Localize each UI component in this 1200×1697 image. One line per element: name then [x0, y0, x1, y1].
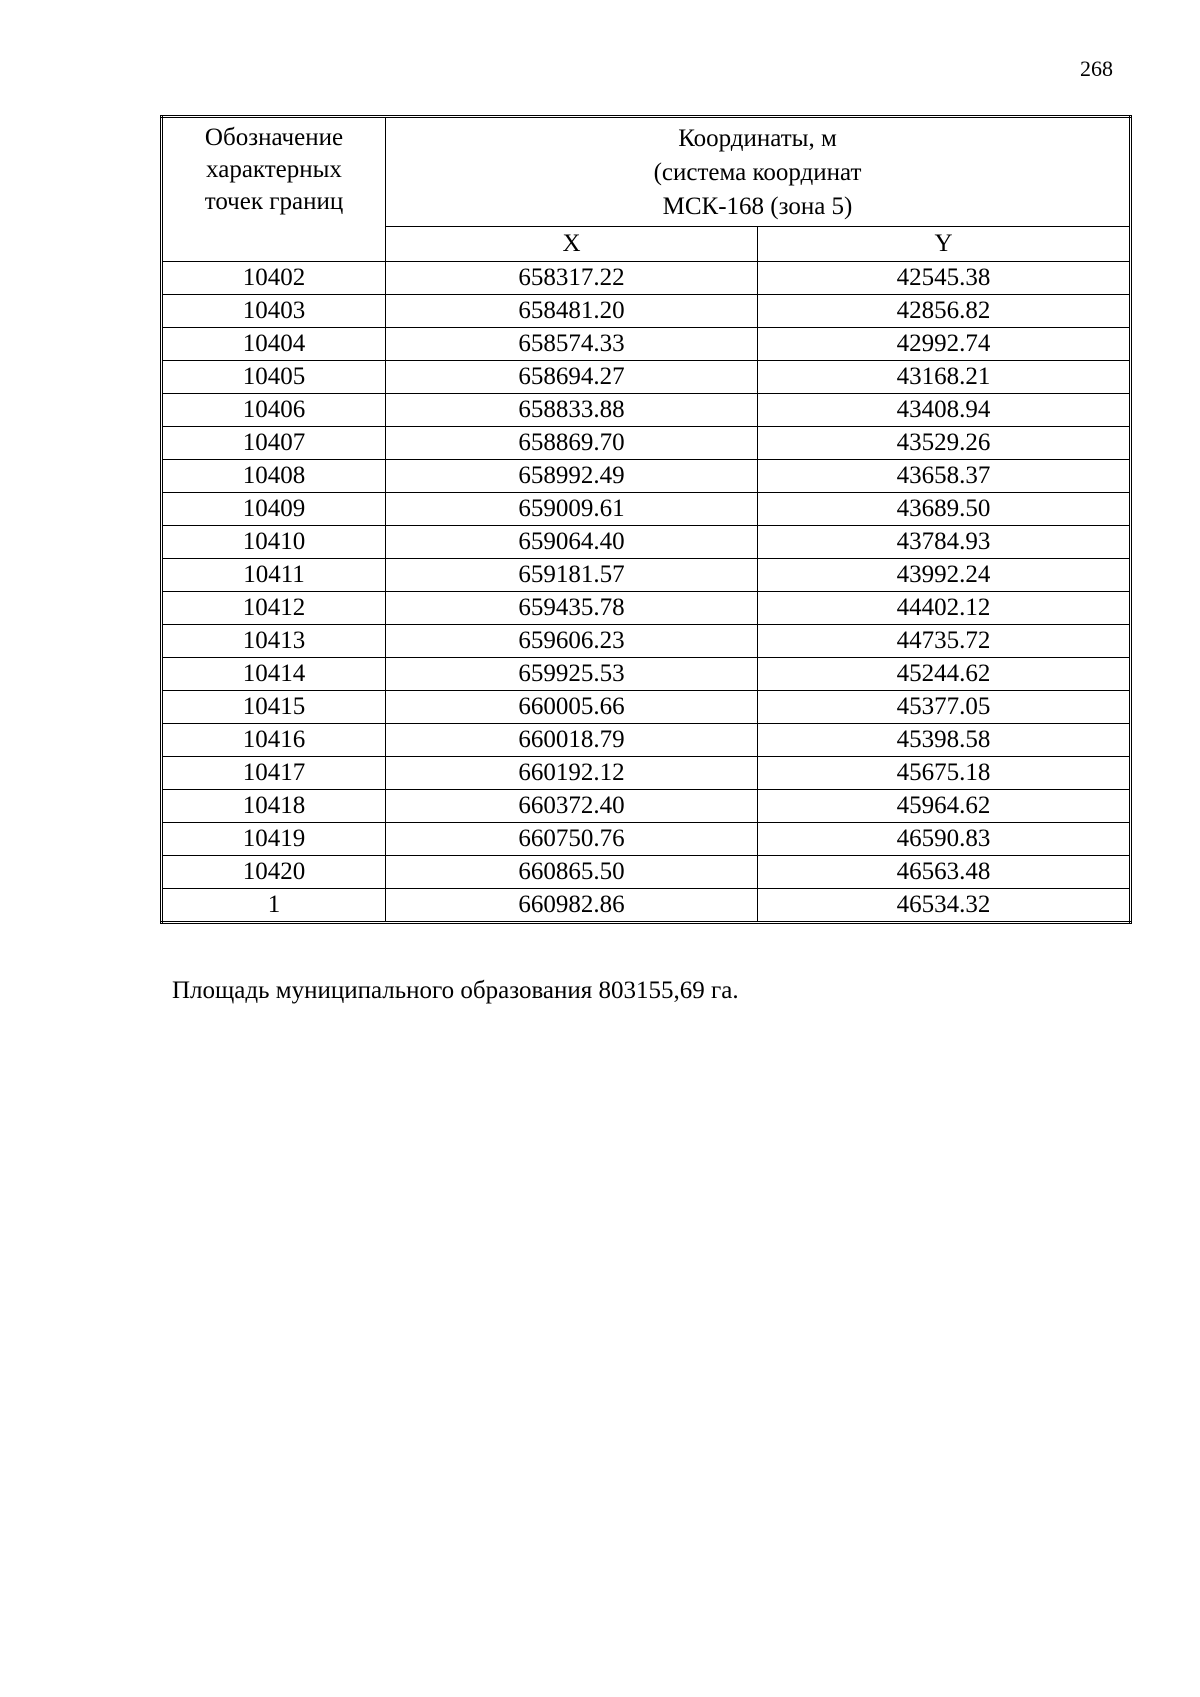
- point-cell: 10411: [162, 559, 386, 592]
- y-cell: 45964.62: [758, 790, 1131, 823]
- x-cell: 658869.70: [386, 427, 758, 460]
- y-cell: 46563.48: [758, 856, 1131, 889]
- table-row: [162, 625, 1131, 658]
- point-cell: 10416: [162, 724, 386, 757]
- table-row: [162, 526, 1131, 559]
- y-cell: 43784.93: [758, 526, 1131, 559]
- x-cell: 658833.88: [386, 394, 758, 427]
- table-row: [162, 262, 1131, 295]
- header-points-line: точек границ: [204, 188, 344, 215]
- y-cell: 43689.50: [758, 493, 1131, 526]
- y-cell: 43408.94: [758, 394, 1131, 427]
- table-row: [162, 394, 1131, 427]
- point-cell: 10414: [162, 658, 386, 691]
- table-row: [162, 823, 1131, 856]
- y-cell: 44402.12: [758, 592, 1131, 625]
- y-cell: 44735.72: [758, 625, 1131, 658]
- table-row: [162, 757, 1131, 790]
- y-cell: 43168.21: [758, 361, 1131, 394]
- point-cell: 10408: [162, 460, 386, 493]
- x-cell: 660192.12: [386, 757, 758, 790]
- table-row: [162, 790, 1131, 823]
- point-cell: 10402: [162, 262, 386, 295]
- point-cell: 10410: [162, 526, 386, 559]
- header-coords-line: Координаты, м: [678, 125, 837, 152]
- x-cell: 660372.40: [386, 790, 758, 823]
- table-row: [162, 856, 1131, 889]
- header-points-cell: [162, 117, 386, 262]
- header-y-cell: Y: [758, 227, 1131, 262]
- y-cell: 43529.26: [758, 427, 1131, 460]
- x-cell: 658574.33: [386, 328, 758, 361]
- header-coords-cell: [386, 117, 1131, 227]
- y-cell: 42545.38: [758, 262, 1131, 295]
- page-number: 268: [1080, 56, 1113, 81]
- point-cell: 10417: [162, 757, 386, 790]
- table-header-row: [162, 117, 1131, 227]
- point-cell: 10403: [162, 295, 386, 328]
- table-row: [162, 658, 1131, 691]
- point-cell: 1: [162, 889, 386, 923]
- x-cell: 659435.78: [386, 592, 758, 625]
- table-row: [162, 460, 1131, 493]
- x-cell: 660750.76: [386, 823, 758, 856]
- table-row: [162, 691, 1131, 724]
- y-cell: 42992.74: [758, 328, 1131, 361]
- y-cell: 45244.62: [758, 658, 1131, 691]
- table-row: [162, 724, 1131, 757]
- area-statement: Площадь муниципального образования 803155,69 га.: [172, 977, 739, 1004]
- coordinates-table: [160, 115, 1132, 924]
- x-cell: 659925.53: [386, 658, 758, 691]
- table-row: [162, 427, 1131, 460]
- y-cell: 45675.18: [758, 757, 1131, 790]
- y-cell: 43658.37: [758, 460, 1131, 493]
- point-cell: 10420: [162, 856, 386, 889]
- x-cell: 660005.66: [386, 691, 758, 724]
- x-cell: 660865.50: [386, 856, 758, 889]
- point-cell: 10407: [162, 427, 386, 460]
- point-cell: 10418: [162, 790, 386, 823]
- point-cell: 10419: [162, 823, 386, 856]
- y-cell: 43992.24: [758, 559, 1131, 592]
- y-cell: 46534.32: [758, 889, 1131, 923]
- table-row: [162, 889, 1131, 923]
- point-cell: 10415: [162, 691, 386, 724]
- y-cell: 45377.05: [758, 691, 1131, 724]
- point-cell: 10404: [162, 328, 386, 361]
- y-cell: 46590.83: [758, 823, 1131, 856]
- y-cell: 45398.58: [758, 724, 1131, 757]
- point-cell: 10409: [162, 493, 386, 526]
- table-row: [162, 559, 1131, 592]
- x-cell: 658694.27: [386, 361, 758, 394]
- x-cell: 659606.23: [386, 625, 758, 658]
- table-row: [162, 493, 1131, 526]
- y-cell: 42856.82: [758, 295, 1131, 328]
- table-body: [162, 262, 1131, 923]
- header-coords-line: (система координат: [653, 159, 862, 186]
- point-cell: 10413: [162, 625, 386, 658]
- header-coords-line: МСК-168 (зона 5): [662, 193, 853, 220]
- table-row: [162, 592, 1131, 625]
- x-cell: 658317.22: [386, 262, 758, 295]
- table-row: [162, 361, 1131, 394]
- header-points-line: Обозначение: [204, 124, 344, 151]
- x-cell: 659181.57: [386, 559, 758, 592]
- x-cell: 660018.79: [386, 724, 758, 757]
- x-cell: 659064.40: [386, 526, 758, 559]
- x-cell: 658992.49: [386, 460, 758, 493]
- point-cell: 10406: [162, 394, 386, 427]
- table-row: [162, 295, 1131, 328]
- x-cell: 658481.20: [386, 295, 758, 328]
- point-cell: 10405: [162, 361, 386, 394]
- header-points-line: характерных: [206, 156, 342, 183]
- header-x-cell: X: [386, 227, 758, 262]
- x-cell: 660982.86: [386, 889, 758, 923]
- table-row: [162, 328, 1131, 361]
- point-cell: 10412: [162, 592, 386, 625]
- x-cell: 659009.61: [386, 493, 758, 526]
